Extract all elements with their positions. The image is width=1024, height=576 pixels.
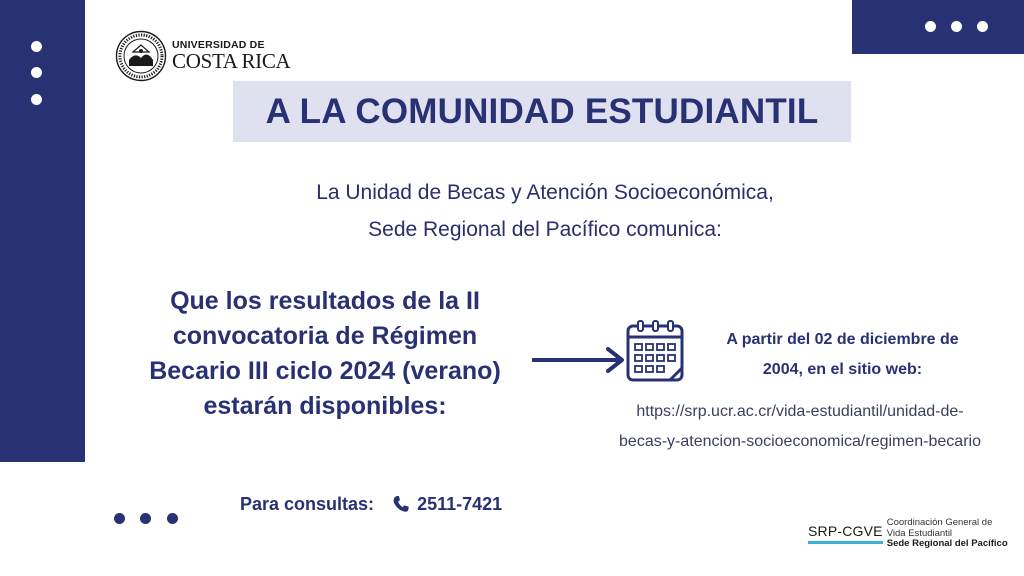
page-title: A LA COMUNIDAD ESTUDIANTIL [265, 91, 819, 131]
footer-line: Coordinación General de [886, 517, 993, 528]
message-line: convocatoria de Régimen [172, 322, 478, 350]
university-name-line1: UNIVERSIDAD DE [172, 38, 265, 51]
url-line[interactable]: https://srp.ucr.ac.cr/vida-estudiantil/unidad-de- [636, 403, 964, 420]
decorative-dot [31, 94, 42, 105]
top-right-decorative-block [852, 0, 1024, 54]
intro-text [190, 174, 900, 248]
website-url[interactable] [590, 397, 1010, 457]
decorative-dot [951, 21, 962, 32]
footer-line: Vida Estudiantil [886, 527, 953, 539]
decorative-dot [31, 41, 42, 52]
footer-acronym: SRP-CGVE [808, 523, 883, 544]
decorative-dot [114, 513, 125, 524]
decorative-dot [167, 513, 178, 524]
phone-number[interactable]: 2511-7421 [417, 493, 503, 514]
title-banner [233, 81, 851, 142]
availability-date [695, 325, 990, 385]
date-line: A partir del 02 de diciembre de [726, 331, 959, 348]
decorative-dot [925, 21, 936, 32]
message-line: Que los resultados de la II [170, 287, 480, 315]
decorative-dot [977, 21, 988, 32]
arrow-right-icon [532, 345, 628, 375]
contact-info [240, 493, 502, 515]
intro-line: Sede Regional del Pacífico comunica: [368, 218, 722, 241]
contact-label: Para consultas: [240, 493, 375, 514]
message-line: estarán disponibles: [203, 392, 447, 420]
url-line[interactable]: becas-y-atencion-socioeconomica/regimen-becario [619, 433, 981, 450]
phone-icon [391, 493, 411, 515]
footer-logo [808, 518, 1008, 550]
university-name-line2: COSTA RICA [172, 49, 291, 74]
date-line: 2004, en el sitio web: [762, 361, 923, 378]
left-decorative-bar [0, 0, 85, 462]
footer-text [887, 518, 1008, 550]
message-line: Becario III ciclo 2024 (verano) [149, 357, 501, 385]
decorative-dot [31, 67, 42, 78]
intro-line: La Unidad de Becas y Atención Socioeconómica, [316, 181, 774, 204]
university-logo [115, 30, 290, 82]
footer-line: Sede Regional del Pacífico [886, 538, 1008, 549]
decorative-dot [140, 513, 151, 524]
main-message [100, 284, 550, 424]
university-seal-icon [115, 30, 167, 82]
calendar-icon [625, 320, 687, 384]
